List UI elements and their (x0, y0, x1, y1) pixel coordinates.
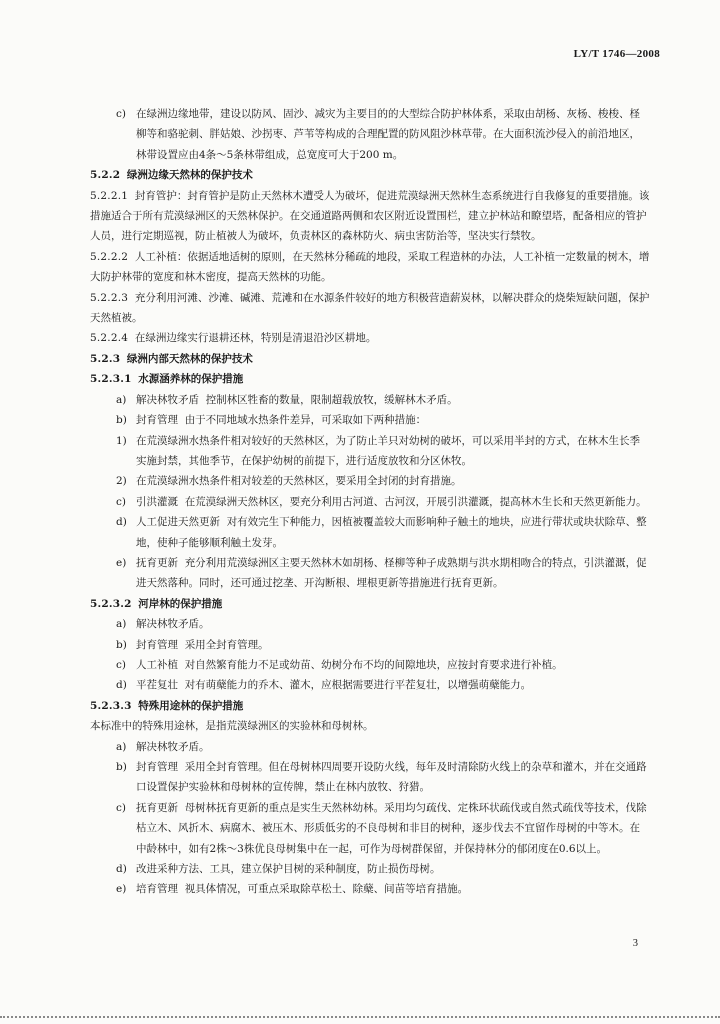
item-text: 采用全封育管理。但在母树林四周要开设防火线，每年及时清除防火线上的杂草和灌木，并在交通路口设置保护实验林和母树林的宣传牌，禁止在林内放牧、狩猎。 (136, 761, 647, 794)
clause-number: 5.2.2.2 (90, 250, 129, 263)
heading-number: 5.2.3.2 (90, 597, 132, 610)
item-label: 平茬复壮 (136, 679, 178, 692)
item-text: 在荒漠绿洲天然林区，要充分利用古河道、古河汊，开展引洪灌溉，提高林木生长和天然更新能力。 (184, 495, 647, 508)
list-item (90, 104, 650, 165)
item-text: 对自然繁育能力不足或幼苗、幼树分布不均的间隙地块，应按封育要求进行补植。 (184, 658, 563, 671)
item-marker: d) (116, 679, 127, 692)
heading-number: 5.2.3.1 (90, 373, 132, 386)
heading-number: 5.2.3 (90, 352, 121, 365)
item-marker: c) (116, 801, 126, 814)
item-label: 解决林牧矛盾 (136, 393, 199, 406)
item-label: 抚育更新 (136, 556, 178, 569)
paragraph-text: 本标准中的特殊用途林，是指荒漠绿洲区的实验林和母树林。 (90, 720, 374, 733)
item-label: 人工补植 (136, 658, 178, 671)
section-heading (90, 349, 650, 369)
list-item (90, 492, 650, 512)
item-marker: c) (116, 658, 126, 671)
item-label: 改进采种方法、工具，建立保护目树的采种制度，防止损伤母树。 (136, 863, 441, 876)
item-marker: c) (116, 108, 126, 120)
item-text: 母树林抚育更新的重点是实生天然林幼林。采用均匀疏伐、定株环状疏伐或自然式疏伐等技术，伐除枯立木、风折木、病腐木、被压木、形质低劣的不良母树和非目的树种，逐步伐去不宜留作母树的中等木。在中龄林中，如有2株～3株优良母树集中在一起，可作为母树群保留，并保持林分的郁闭度在0.6以上。 (136, 801, 647, 855)
item-marker: d) (116, 863, 127, 876)
section-heading (90, 594, 650, 614)
list-item (90, 390, 650, 410)
section-heading (90, 369, 650, 389)
item-label: 培育管理 (136, 883, 178, 896)
item-label: 解决林牧矛盾。 (136, 740, 210, 753)
list-item (90, 859, 650, 879)
item-text: 在荒漠绿洲水热条件相对较差的天然林区，要采用全封闭的封育措施。 (136, 475, 462, 488)
list-item (90, 635, 650, 655)
clause (90, 247, 650, 288)
list-item (90, 737, 650, 757)
item-label: 人工促进天然更新 (136, 516, 220, 529)
list-item (90, 512, 650, 553)
clause (90, 288, 650, 329)
item-label: 封育管理 (136, 414, 178, 427)
item-label: 封育管理 (136, 638, 178, 651)
clause (90, 186, 650, 247)
scan-footer-line (0, 1016, 720, 1018)
item-text: 采用全封育管理。 (184, 638, 269, 651)
item-marker: a) (116, 740, 127, 753)
item-text: 在绿洲边缘地带，建设以防风、固沙、减灾为主要目的的大型综合防护林体系，采取由胡杨、灰杨、梭梭、柽柳等和骆驼刺、胖姑娘、沙拐枣、芦苇等构成的合理配置的防风阻沙林草带。在大面积流沙侵入的前沿地区，林带设置应由4条～5条林带组成，总宽度可大于200 m。 (136, 108, 640, 161)
item-marker: b) (116, 638, 127, 651)
heading-text: 绿洲边缘天然林的保护技术 (126, 169, 253, 182)
item-text: 在荒漠绿洲水热条件相对较好的天然林区，为了防止羊只对幼树的破坏，可以采用半封的方式，在林木生长季实施封禁，其他季节，在保护幼树的前提下，进行适度放牧和分区休牧。 (136, 434, 640, 467)
heading-number: 5.2.3.3 (90, 699, 132, 712)
item-marker: b) (116, 761, 127, 773)
clause-text: 在绿洲边缘实行退耕还林，特别是清退沿沙区耕地。 (134, 332, 377, 345)
item-text: 控制林区牲畜的数量，限制超载放牧，缓解林木矛盾。 (205, 393, 458, 406)
item-text: 充分利用荒漠绿洲区主要天然林木如胡杨、柽柳等种子成熟期与洪水期相吻合的特点，引洪灌溉，促进天然落种。同时，还可通过挖垄、开沟断根、埋根更新等措施进行抚育更新。 (136, 556, 647, 590)
standard-code: LY/T 1746—2008 (573, 48, 660, 60)
clause (90, 328, 650, 348)
clause-text: 封育管护：封育管护是防止天然林木遭受人为破坏，促进荒漠绿洲天然林生态系统进行自我修复的重要措施。该措施适合于所有荒漠绿洲区的天然林保护。在交通道路两侧和农区附近设置围栏，建立护林站和瞭望塔，配备相应的管护人员，进行定期巡视，防止植被人为破坏，负责林区的森林防火、病虫害防治等，坚决实行禁牧。 (90, 189, 650, 243)
item-marker: b) (116, 414, 127, 427)
item-marker: c) (116, 495, 126, 508)
list-item (90, 614, 650, 634)
item-marker: d) (116, 516, 127, 529)
item-text: 由于不同地域水热条件差异，可采取如下两种措施： (184, 414, 427, 427)
list-item (90, 655, 650, 675)
plain-paragraph (90, 716, 650, 736)
document-body (90, 104, 650, 900)
heading-text: 水源涵养林的保护措施 (138, 373, 244, 386)
item-marker: 1) (116, 434, 127, 447)
heading-text: 特殊用途林的保护措施 (138, 699, 244, 712)
list-item (90, 675, 650, 695)
item-marker: e) (116, 556, 127, 569)
item-text: 对有效完生下种能力，因植被覆盖较大而影响种子触土的地块，应进行带状或块状除草、整地，使种子能够顺利触土发芽。 (136, 516, 647, 549)
list-item (90, 431, 650, 472)
list-item (90, 757, 650, 798)
item-marker: 2) (116, 475, 127, 488)
item-text: 视具体情况，可重点采取除草松土、除蘖、间苗等培育措施。 (184, 883, 469, 896)
item-marker: a) (116, 618, 127, 631)
clause-number: 5.2.2.3 (90, 291, 129, 304)
list-item (90, 879, 650, 899)
page-number: 3 (632, 938, 638, 949)
list-item (90, 410, 650, 430)
clause-text: 人工补植：依据适地适树的原则，在天然林分稀疏的地段，采取工程造林的办法，人工补植一定数量的树木，增大防护林带的宽度和林木密度，提高天然林的功能。 (90, 250, 650, 284)
item-marker: e) (116, 883, 127, 896)
list-item (90, 553, 650, 594)
heading-text: 绿洲内部天然林的保护技术 (126, 352, 253, 365)
clause-text: 充分利用河滩、沙滩、碱滩、荒滩和在水源条件较好的地方积极营造薪炭林，以解决群众的烧柴短缺问题，保护天然植被。 (90, 291, 650, 325)
section-heading (90, 696, 650, 716)
item-label: 解决林牧矛盾。 (136, 618, 210, 631)
section-heading (90, 165, 650, 185)
heading-number: 5.2.2 (90, 169, 121, 182)
list-item (90, 471, 650, 491)
list-item (90, 798, 650, 859)
item-marker: a) (116, 393, 127, 406)
clause-number: 5.2.2.4 (90, 332, 129, 345)
clause-number: 5.2.2.1 (90, 189, 129, 202)
item-label: 封育管理 (136, 761, 178, 773)
item-label: 抚育更新 (136, 801, 178, 814)
item-text: 对有萌蘖能力的乔木、灌木，应根据需要进行平茬复壮，以增强萌蘖能力。 (184, 679, 532, 692)
heading-text: 河岸林的保护措施 (138, 597, 223, 610)
item-label: 引洪灌溉 (136, 495, 178, 508)
